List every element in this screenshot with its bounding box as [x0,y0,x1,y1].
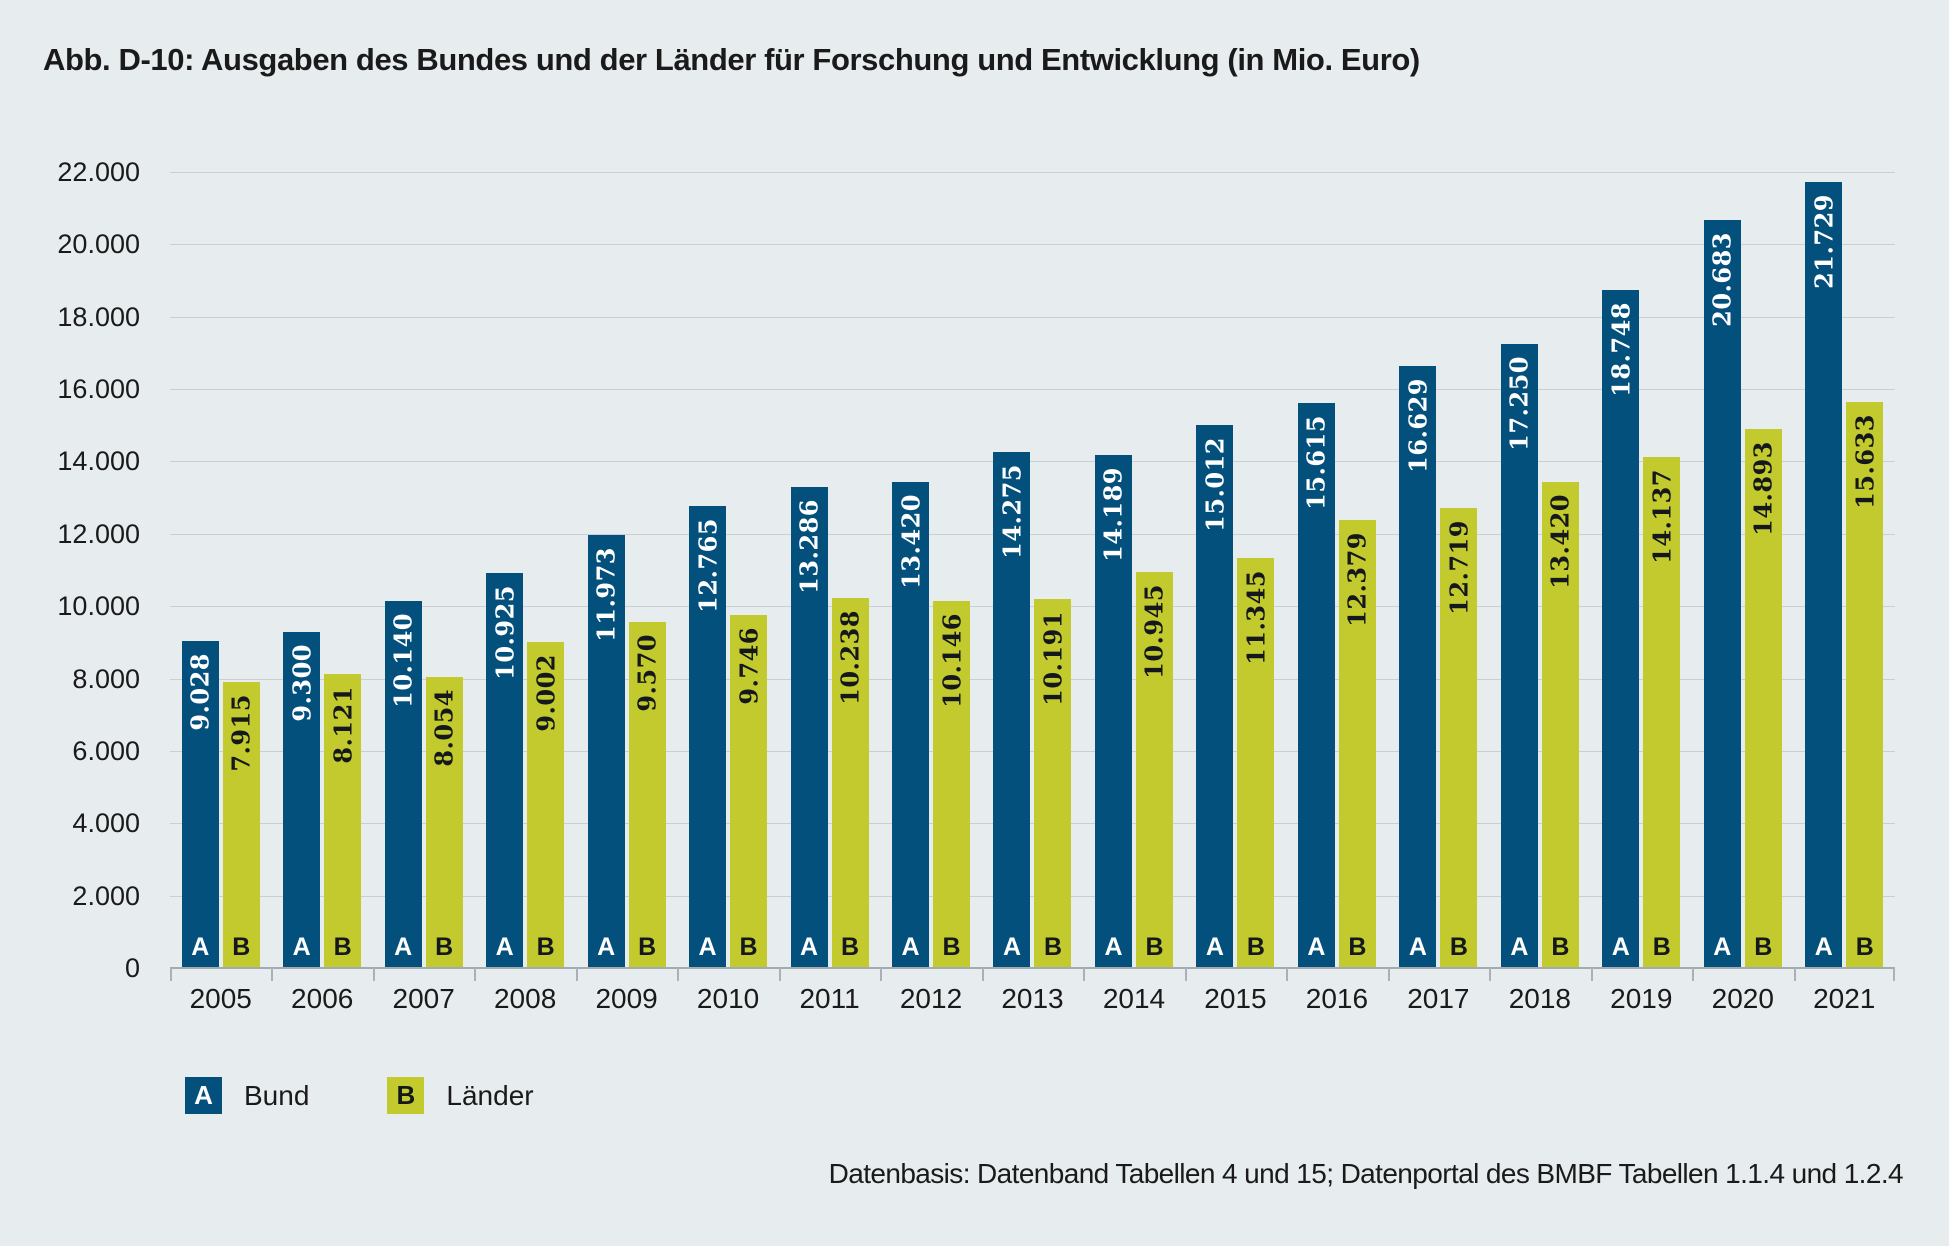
bar-value-label: 12.379 [1342,532,1372,627]
x-axis-label: 2007 [392,983,455,1014]
bar-group-2015 [1185,172,1286,968]
bar-länder-2015 [1237,558,1274,968]
bar-series-key: A [698,933,717,961]
bar-bund-2009 [588,535,625,968]
bar-series-key: B [536,933,555,961]
x-axis-label: 2014 [1102,983,1166,1014]
bar-value-label: 14.893 [1748,441,1778,537]
bar-series-key: A [901,933,920,961]
bar-bund-2014 [1095,455,1132,968]
bar-series-key: A [1307,933,1326,961]
bar-value-label: 13.286 [794,499,824,595]
x-axis-label: 2016 [1305,983,1369,1014]
bar-series-key: B [1754,933,1773,961]
bar-series-key: B [232,933,251,961]
bar-länder-2006 [324,674,361,968]
bar-value-label: 20.683 [1707,231,1737,327]
bar-value-label: 10.238 [835,609,865,705]
axis-tick [1591,968,1593,981]
bar-bund-2006 [283,632,320,968]
y-axis-label: 12.000 [57,518,140,549]
bar-group-2012 [880,172,981,968]
axis-tick [474,968,476,981]
bar-länder-2016 [1339,520,1376,968]
y-axis-label: 16.000 [57,374,140,405]
bar-value-label: 10.146 [937,612,967,708]
bar-value-label: 9.300 [287,643,317,722]
y-axis-label: 20.000 [57,229,140,260]
x-axis-label: 2020 [1711,983,1774,1014]
bar-series-key: B [1449,933,1468,961]
x-axis-label: 2018 [1508,983,1571,1014]
axis-tick [1794,968,1796,981]
bar-value-label: 10.191 [1038,611,1068,707]
axis-tick [982,968,984,981]
bar-series-key: A [191,933,210,961]
axis-tick [1286,968,1288,981]
bar-länder-2019 [1643,457,1680,969]
legend-swatch-laender: B [387,1077,424,1114]
bar-value-label: 12.765 [693,518,723,613]
bar-value-label: 10.140 [388,613,418,708]
bar-value-label: 9.002 [531,654,561,732]
bar-series-key: B [1246,933,1265,961]
axis-tick [1489,968,1491,981]
bar-series-key: B [638,933,657,961]
bar-series-key: B [1348,933,1367,961]
axis-tick [271,968,273,981]
bar-bund-2016 [1298,403,1335,968]
axis-tick [1893,968,1895,981]
bar-group-2018 [1489,172,1590,968]
bar-länder-2011 [832,598,869,968]
axis-tick [677,968,679,981]
bar-länder-2017 [1440,508,1477,968]
bar-länder-2009 [629,622,666,968]
bar-value-label: 16.629 [1403,378,1433,474]
bar-bund-2017 [1399,366,1436,968]
axis-tick [1388,968,1390,981]
bar-series-key: A [1814,933,1833,961]
x-axis-label: 2019 [1610,983,1673,1014]
bar-series-key: B [1652,933,1671,961]
x-axis-label: 2008 [493,983,557,1014]
bar-series-key: A [394,933,413,961]
bar-series-key: B [942,933,961,961]
bar-series-key: A [800,933,819,961]
bar-bund-2019 [1602,290,1639,968]
x-axis-label: 2017 [1407,983,1470,1014]
bar-value-label: 15.633 [1850,414,1880,510]
bar-bund-2015 [1196,425,1233,968]
x-axis-label: 2009 [595,983,658,1014]
x-axis-label: 2012 [899,983,963,1014]
bar-series-key: B [1551,933,1570,961]
bar-series-key: A [1205,933,1224,961]
source-note: Datenbasis: Datenband Tabellen 4 und 15; Datenportal des BMBF Tabellen 1.1.4 und 1.2.4 [828,1158,1903,1189]
y-axis-label: 10.000 [57,591,140,622]
axis-tick [1083,968,1085,981]
bar-group-2006 [271,172,372,968]
axis-tick [779,968,781,981]
bar-länder-2008 [527,642,564,968]
x-axis-label: 2015 [1204,983,1267,1014]
bar-series-key: A [1510,933,1529,961]
bar-länder-2012 [933,601,970,968]
bar-value-label: 15.615 [1301,415,1331,510]
bar-group-2011 [779,172,880,968]
bar-group-2020 [1692,172,1793,968]
bar-series-key: B [1145,933,1164,961]
bar-group-2007 [373,172,474,968]
bar-bund-2013 [993,452,1030,968]
bar-value-label: 14.189 [1098,466,1128,562]
x-axis-label: 2010 [696,983,760,1014]
legend-swatch-bund: A [185,1077,222,1114]
bar-series-key: A [1611,933,1630,961]
bar-länder-2007 [426,677,463,968]
bar-group-2017 [1388,172,1489,968]
bar-bund-2010 [689,506,726,968]
bar-value-label: 7.915 [226,693,256,772]
figure-title: Abb. D-10: Ausgaben des Bundes und der Länder für Forschung und Entwicklung (in Mio. Euro) [43,42,1420,77]
bar-länder-2018 [1542,482,1579,968]
bar-value-label: 13.420 [896,494,926,590]
bar-series-key: B [841,933,860,961]
bar-group-2005 [170,172,271,968]
bar-series-key: A [1002,933,1022,961]
axis-tick [1692,968,1694,981]
axis-tick [880,968,882,981]
x-axis-label: 2005 [189,983,252,1014]
bar-value-label: 13.420 [1545,494,1575,590]
bar-bund-2008 [486,573,523,968]
y-axis-label: 18.000 [57,301,140,332]
x-axis-label: 2013 [1001,983,1064,1014]
y-axis-label: 2.000 [72,880,140,911]
bar-group-2016 [1286,172,1387,968]
bar-series-key: B [435,933,454,961]
bar-value-label: 10.925 [490,584,520,680]
bar-value-label: 12.719 [1444,519,1474,615]
bar-value-label: 8.121 [328,686,358,764]
y-axis-label: 6.000 [72,735,140,766]
legend [185,1077,534,1114]
bar-group-2014 [1083,172,1184,968]
bar-group-2021 [1794,172,1895,968]
x-axis-line [170,967,1895,969]
bar-group-2010 [677,172,778,968]
bar-value-label: 8.054 [429,688,459,767]
x-axis-label: 2006 [291,983,354,1014]
bar-bund-2020 [1704,220,1741,968]
axis-tick [373,968,375,981]
bar-series-key: A [597,933,616,961]
y-axis-label: 4.000 [72,808,140,839]
bar-länder-2014 [1136,572,1173,968]
bar-value-label: 18.748 [1606,301,1636,397]
bar-value-label: 14.275 [997,463,1027,559]
bar-series-key: A [1408,933,1427,961]
bar-group-2008 [474,172,575,968]
plot-area [57,157,1895,1014]
bar-value-label: 11.345 [1241,569,1271,665]
bar-value-label: 9.028 [185,653,215,732]
bar-bund-2018 [1501,344,1538,968]
legend-item-laender [387,1077,533,1114]
bar-länder-2021 [1846,402,1883,968]
bar-series-key: B [1855,933,1874,961]
bar-group-2013 [982,172,1083,968]
legend-label-bund: Bund [244,1080,310,1111]
bar-series-key: B [1043,933,1063,961]
bar-series-key: B [333,933,352,961]
bar-series-key: B [739,933,758,961]
axis-tick [170,968,172,981]
y-axis-label: 22.000 [57,157,140,187]
bar-länder-2005 [223,682,260,968]
y-axis-label: 14.000 [57,446,140,477]
bar-series-key: A [292,933,311,961]
legend-label-laender: Länder [446,1080,534,1111]
bar-value-label: 15.012 [1200,436,1230,532]
bar-bund-2007 [385,601,422,968]
bar-bund-2021 [1805,182,1842,968]
bar-value-label: 9.746 [734,627,764,706]
bar-series-key: A [1104,933,1123,961]
bar-länder-2010 [730,615,767,968]
bar-bund-2005 [182,641,219,968]
y-axis-label: 0 [124,953,140,983]
bar-länder-2020 [1745,429,1782,968]
bar-bund-2011 [791,487,828,968]
axis-tick [1185,968,1187,981]
y-axis-label: 8.000 [72,663,140,694]
bar-value-label: 14.137 [1647,468,1677,564]
bar-value-label: 21.729 [1809,193,1839,289]
bar-bund-2012 [892,482,929,968]
bar-länder-2013 [1034,599,1071,968]
bar-series-key: A [1713,933,1732,961]
legend-item-bund [185,1077,309,1114]
bar-value-label: 17.250 [1504,355,1534,451]
bar-value-label: 11.973 [591,546,621,642]
bar-value-label: 9.570 [632,633,662,712]
bar-group-2019 [1591,172,1692,968]
bar-series-key: A [495,933,514,961]
bar-group-2009 [576,172,677,968]
bar-value-label: 10.945 [1139,584,1169,679]
axis-tick [576,968,578,981]
x-axis-label: 2021 [1813,983,1876,1014]
x-axis-label: 2011 [799,983,860,1014]
